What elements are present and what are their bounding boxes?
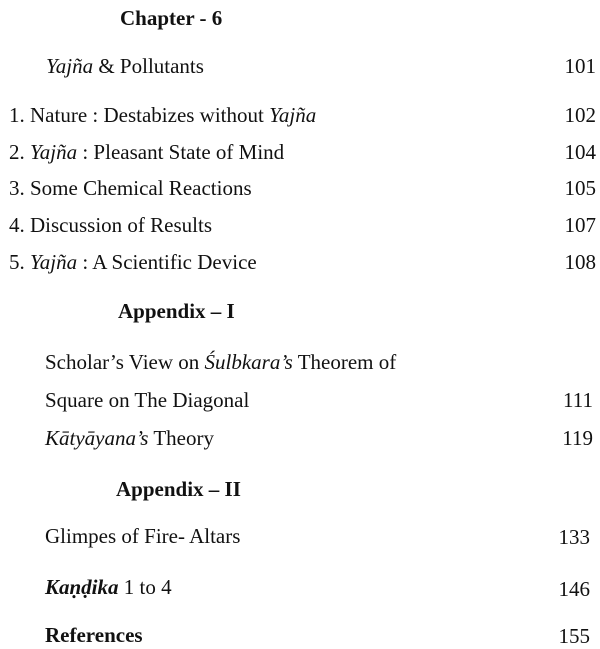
page-number: 105 (564, 176, 596, 200)
entry-text-pre: Scholar’s View on (45, 350, 205, 374)
toc-entry-yajna-pollutants (46, 53, 204, 79)
toc-entry-1 (9, 102, 316, 128)
entry-text-pre: 2. (9, 140, 30, 164)
entry-text-post: : A Scientific Device (77, 250, 257, 274)
entry-text-italic: Yajña (269, 103, 317, 127)
entry-text-italic: Yajña (30, 250, 78, 274)
toc-entry-2 (9, 139, 284, 165)
entry-text-italic: Yajña (30, 140, 78, 164)
toc-entry-3 (9, 175, 252, 201)
entry-text-post: 1 to 4 (118, 575, 172, 599)
page-number: 111 (563, 388, 593, 412)
appendix-1-entry-line1 (45, 349, 396, 375)
entry-text-italic: Kātyāyana’s (45, 426, 149, 450)
entry-text-bold-italic: Kaṇḍika (45, 575, 119, 599)
page-number: 107 (564, 213, 596, 237)
references-heading: References (45, 623, 143, 647)
appendix-1-entry-katyayana (45, 425, 214, 451)
toc-entry-4 (9, 212, 212, 238)
entry-text-italic: Yajña (46, 54, 94, 78)
page-number: 104 (564, 140, 596, 164)
entry-text-post: Theorem of (292, 350, 397, 374)
entry-text-pre: 1. Nature : Destabizes without (9, 103, 270, 127)
entry-text-pre: 5. (9, 250, 30, 274)
entry-text-post: & Pollutants (93, 54, 204, 78)
entry-text-post: : Pleasant State of Mind (77, 140, 285, 164)
entry-text-pre: 3. Some Chemical Reactions (9, 176, 252, 200)
appendix-2-heading: Appendix – II (116, 477, 241, 501)
entry-text-italic: Śulbkara’s (204, 350, 293, 374)
appendix-2-entry-fire-altars: Glimpes of Fire- Altars (45, 524, 241, 548)
appendix-1-entry-line2: Square on The Diagonal (45, 388, 250, 412)
page-number: 133 (558, 525, 590, 549)
appendix-2-entry-kandika (45, 574, 172, 600)
page-number: 155 (558, 624, 590, 648)
entry-text-post: Theory (148, 426, 214, 450)
page-number: 102 (564, 103, 596, 127)
appendix-1-heading: Appendix – I (118, 299, 235, 323)
page-number: 146 (558, 577, 590, 601)
page-number: 119 (562, 426, 593, 450)
toc-entry-5 (9, 249, 257, 275)
chapter-heading: Chapter - 6 (120, 6, 223, 30)
entry-text-pre: 4. Discussion of Results (9, 213, 213, 237)
page-number: 101 (564, 54, 596, 78)
page-number: 108 (564, 250, 596, 274)
